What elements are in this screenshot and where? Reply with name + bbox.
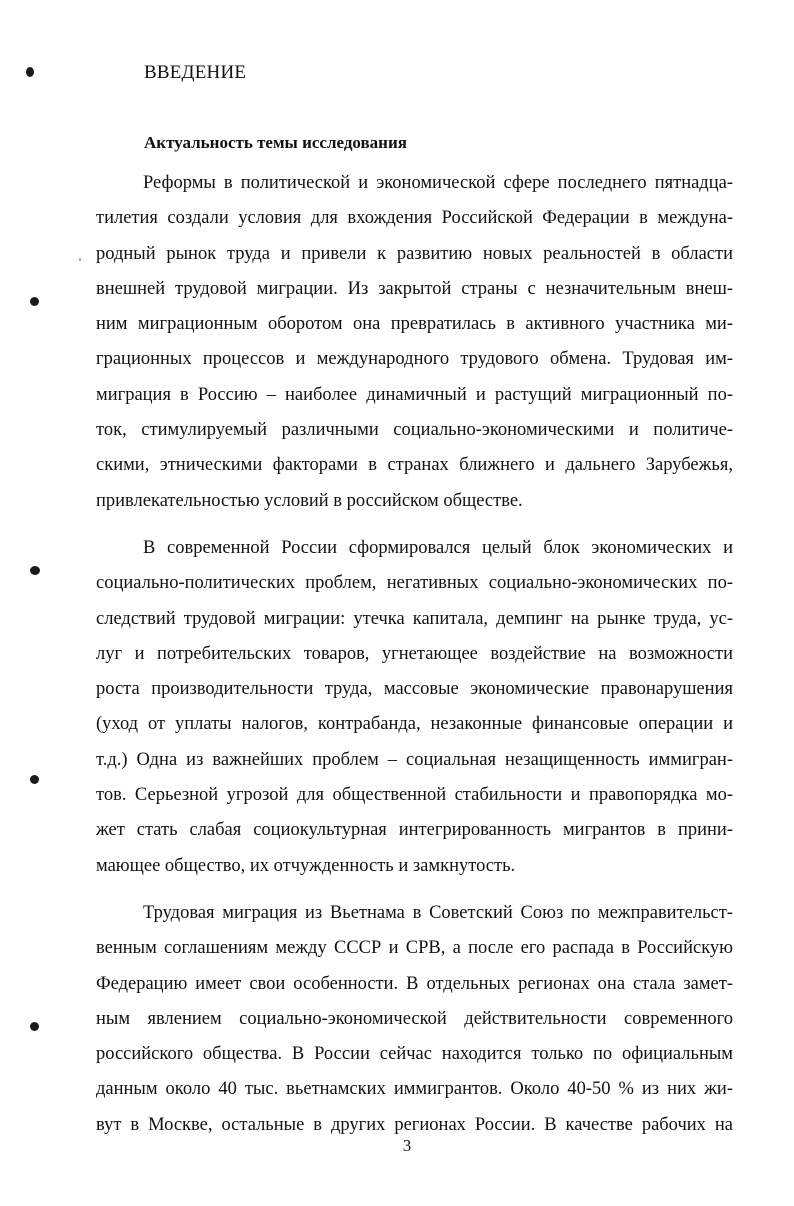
scan-artifact-dot	[30, 1022, 39, 1031]
body-text	[96, 166, 733, 1143]
text-line: жет стать слабая социокультурная интегрированность мигрантов в прини-	[96, 820, 733, 841]
text-line: миграция в Россию – наиболее динамичный и растущий миграционный по-	[96, 384, 733, 405]
text-line: Трудовая миграция из Вьетнама в Советский Союз по межправительст-	[143, 902, 733, 923]
text-line: вут в Москве, остальные в других регионах России. В качестве рабочих на	[96, 1114, 733, 1135]
text-line: В современной России сформировался целый блок экономических и	[143, 537, 733, 558]
scan-artifact-dot	[30, 775, 39, 784]
text-line: Реформы в политической и экономической сфере последнего пятнадца-	[143, 173, 733, 193]
scan-artifact-dot	[30, 297, 39, 306]
section-heading: ВВЕДЕНИЕ	[144, 62, 247, 83]
text-line: мающее общество, их отчужденность и замкнутость.	[96, 855, 516, 876]
text-line: ным явлением социально-экономической действительности современного	[96, 1008, 733, 1029]
text-line: грационных процессов и международного трудового обмена. Трудовая им-	[96, 349, 733, 370]
text-line: российского общества. В России сейчас находится только по официальным	[96, 1044, 733, 1065]
text-line: внешней трудовой миграции. Из закрытой страны с незначительным внеш-	[96, 278, 733, 299]
text-line: ним миграционным оборотом она превратилась в активного участника ми-	[96, 314, 733, 335]
text-line: ток, стимулируемый различными социально-экономическими и политиче-	[96, 420, 733, 441]
scan-artifact-dot	[26, 67, 34, 77]
text-line: привлекательностью условий в российском обществе.	[96, 490, 523, 511]
section-subheading: Актуальность темы исследования	[144, 133, 407, 152]
text-line: луг и потребительских товаров, угнетающее воздействие на возможности	[96, 643, 733, 664]
scan-artifact-dot	[30, 566, 40, 575]
text-line: т.д.) Одна из важнейших проблем – социальная незащищенность иммигран-	[96, 749, 733, 770]
text-line: венным соглашениям между СССР и СРВ, а после его распада в Российскую	[96, 938, 733, 959]
text-line: данным около 40 тыс. вьетнамских иммигрантов. Около 40-50 % из них жи-	[96, 1079, 733, 1100]
text-line: Федерацию имеет свои особенности. В отдельных регионах она стала замет-	[96, 973, 733, 994]
text-line: тов. Серьезной угрозой для общественной стабильности и правопорядка мо-	[96, 785, 733, 806]
text-line: (уход от уплаты налогов, контрабанда, незаконные финансовые операции и	[96, 714, 733, 735]
text-line: роста производительности труда, массовые экономические правонарушения	[96, 679, 733, 700]
text-line: следствий трудовой миграции: утечка капитала, демпинг на рынке труда, ус-	[96, 608, 733, 629]
page-number: 3	[402, 1136, 412, 1155]
text-line: родный рынок труда и привели к развитию новых реальностей в области	[96, 243, 733, 264]
text-line: социально-политических проблем, негативных социально-экономических по-	[96, 573, 733, 594]
scan-artifact-mark	[79, 258, 81, 261]
text-line: тилетия создали условия для вхождения Российской Федерации в междуна-	[96, 208, 733, 229]
text-line: скими, этническими факторами в странах ближнего и дальнего Зарубежья,	[96, 455, 733, 476]
